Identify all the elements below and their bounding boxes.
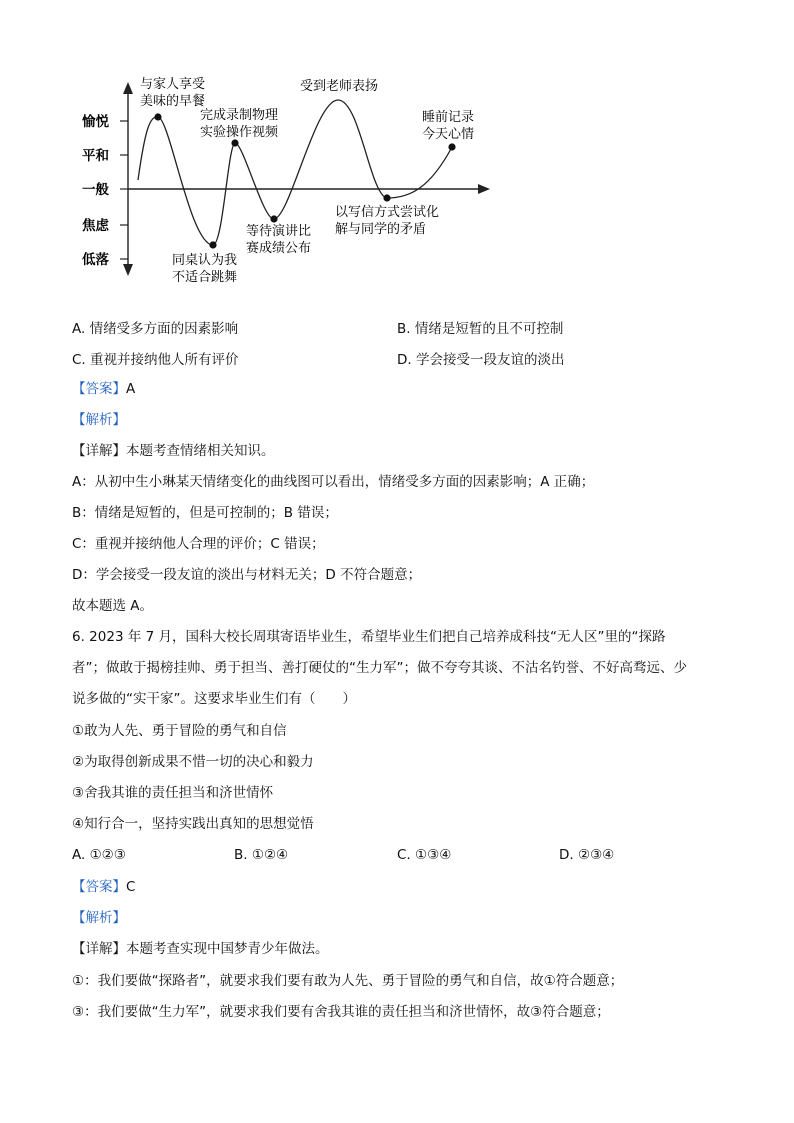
event-label: 完成录制物理 — [200, 108, 279, 123]
answer-label: 【答案】 — [72, 381, 126, 397]
q5-answer — [72, 380, 135, 398]
event-label: 解与同学的矛盾 — [335, 222, 427, 237]
answer-value: C — [126, 879, 136, 895]
detail-label: 【详解】 — [72, 443, 126, 459]
event-point — [209, 241, 216, 248]
event-label: 与家人享受 — [140, 77, 206, 92]
y-axis-arrow-up — [123, 82, 133, 94]
q6-item-1: ①敢为人先、勇于冒险的勇气和自信 — [72, 723, 287, 739]
q5-option-a: A. 情绪受多方面的因素影响 — [72, 321, 239, 337]
q5-option-b: B. 情绪是短暂的且不可控制 — [397, 321, 564, 337]
event-label: 不适合跳舞 — [172, 270, 238, 285]
q6-option-c: C. ①③④ — [397, 847, 452, 863]
event-label: 美味的早餐 — [140, 94, 206, 109]
event-point — [154, 113, 161, 120]
event-label: 等待演讲比 — [246, 224, 312, 239]
q6-detail — [72, 940, 329, 958]
event-label: 睡前记录 — [422, 110, 475, 125]
q5-line-a: A：从初中生小琳某天情绪变化的曲线图可以看出，情绪受多方面的因素影响；A 正确； — [72, 474, 595, 490]
event-point — [383, 194, 390, 201]
detail-text: 本题考查情绪相关知识。 — [126, 443, 275, 459]
event-label: 今天心情 — [422, 127, 475, 142]
event-label: 同桌认为我 — [172, 253, 238, 268]
y-label-anxious: 焦虑 — [82, 218, 109, 234]
y-label-calm: 平和 — [82, 148, 109, 164]
q5-analysis-label: 【解析】 — [72, 412, 126, 428]
q6-stem-line-1: 6. 2023 年 7 月，国科大校长周琪寄语毕业生，希望毕业生们把自己培养成科技“无人区”里的“探路 — [72, 629, 666, 645]
event-label: 以写信方式尝试化 — [335, 205, 440, 220]
q6-item-3: ③舍我其谁的责任担当和济世情怀 — [72, 785, 274, 801]
x-axis-arrow — [478, 184, 490, 194]
event-label: 实验操作视频 — [200, 125, 279, 140]
q5-detail — [72, 442, 275, 460]
y-label-delighted: 愉悦 — [82, 114, 109, 130]
q6-option-a: A. ①②③ — [72, 847, 126, 863]
q6-stem-line-3: 说多做的“实干家”。这要求毕业生们有（ ） — [72, 691, 356, 707]
y-label-low: 低落 — [82, 252, 109, 268]
event-point — [231, 139, 238, 146]
answer-value: A — [126, 381, 136, 397]
event-point — [448, 143, 455, 150]
q6-line-3: ③：我们要做“生力军”，就要求我们要有舍我其谁的责任担当和济世情怀，故③符合题意； — [72, 1004, 610, 1020]
q5-line-b: B：情绪是短暂的，但是可控制的；B 错误； — [72, 505, 338, 521]
q6-stem-line-2: 者”；做敢于揭榜挂帅、勇于担当、善打硬仗的“生力军”；做不夸夸其谈、不沽名钓誉、不好高骛远、少 — [72, 660, 687, 676]
detail-label: 【详解】 — [72, 941, 126, 957]
q6-item-2: ②为取得创新成果不惜一切的决心和毅力 — [72, 754, 314, 770]
q5-conclusion: 故本题选 A。 — [72, 598, 154, 614]
event-label: 赛成绩公布 — [246, 241, 312, 256]
q5-line-d: D：学会接受一段友谊的淡出与材料无关；D 不符合题意； — [72, 567, 422, 583]
event-label: 受到老师表扬 — [300, 79, 379, 94]
q6-analysis-label: 【解析】 — [72, 910, 126, 926]
q6-line-1: ①：我们要做“探路者”，就要求我们要有敢为人先、勇于冒险的勇气和自信，故①符合题意； — [72, 973, 624, 989]
q6-answer — [72, 878, 135, 896]
q6-item-4: ④知行合一，坚持实践出真知的思想觉悟 — [72, 816, 314, 832]
q5-line-c: C：重视并接纳他人合理的评价；C 错误； — [72, 536, 325, 552]
y-label-normal: 一般 — [82, 182, 109, 198]
y-axis-arrow-down — [123, 264, 133, 276]
event-point — [270, 215, 277, 222]
answer-label: 【答案】 — [72, 879, 126, 895]
q6-option-b: B. ①②④ — [234, 847, 289, 863]
emotion-curve-chart — [60, 70, 500, 300]
q5-option-c: C. 重视并接纳他人所有评价 — [72, 352, 239, 368]
q6-option-d: D. ②③④ — [559, 847, 615, 863]
detail-text: 本题考查实现中国梦青少年做法。 — [126, 941, 329, 957]
q5-option-d: D. 学会接受一段友谊的淡出 — [397, 352, 565, 368]
